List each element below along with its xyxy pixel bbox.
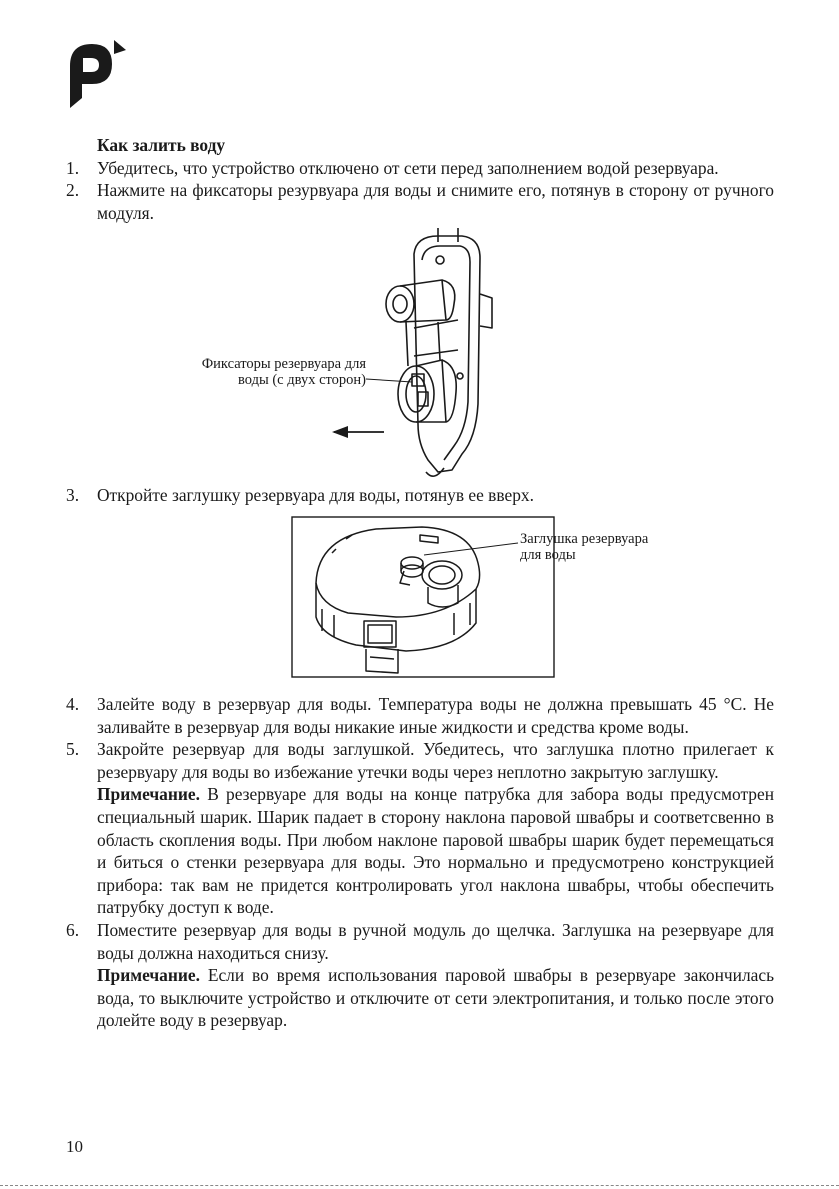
cap-label-line1: Заглушка резервуара xyxy=(520,530,649,547)
page-bottom-rule xyxy=(0,1185,839,1186)
latch-label xyxy=(184,356,366,388)
handheld-module-illustration xyxy=(66,224,774,480)
figure-tank-cap xyxy=(66,513,774,681)
step-number: 6. xyxy=(66,919,80,940)
brand-logo xyxy=(66,36,130,112)
note-label: Примечание. xyxy=(97,784,200,805)
note-label: Примечание. xyxy=(97,965,200,986)
step-text: Нажмите на фиксаторы резурвуара для воды и снимите его, потянув в сторону от ручного модуля. xyxy=(97,180,774,223)
step-text: Закройте резервуар для воды заглушкой. Убедитесь, что заглушка плотно прилегает к резервуару для воды во избежание утечки воды через неплотно закрытую заглушку. xyxy=(97,739,774,782)
note-text: Если во время использования паровой швабры в резервуаре закончилась вода, то выключите устройство и отключите от сети электропитания, и только после этого долейте воду в резервуар. xyxy=(97,965,774,1031)
step-number: 4. xyxy=(66,693,80,714)
step-6 xyxy=(66,919,774,964)
water-tank-illustration xyxy=(66,513,774,681)
step-number: 3. xyxy=(66,485,80,506)
step-1 xyxy=(66,157,774,180)
instructions xyxy=(66,134,774,1032)
latch-label-line2: воды (с двух сторон) xyxy=(238,372,366,389)
cap-label xyxy=(520,531,648,563)
step-5 xyxy=(66,738,774,783)
note-ball xyxy=(66,783,774,919)
step-text: Поместите резервуар для воды в ручной модуль до щелчка. Заглушка на резервуаре для воды должна находиться снизу. xyxy=(97,919,774,963)
step-4 xyxy=(66,693,774,738)
step-text: Залейте воду в резервуар для воды. Температура воды не должна превышать 45 °С. Не заливайте в резервуар для воды никакие иные жидкости и средства кроме воды. xyxy=(97,693,774,737)
section-heading: Как залить воду xyxy=(97,135,226,155)
figure-remove-tank xyxy=(66,224,774,480)
page-number: 10 xyxy=(66,1137,83,1156)
step-number: 1. xyxy=(66,157,80,178)
note-refill xyxy=(66,964,774,1032)
latch-label-line1: Фиксаторы резервуара для xyxy=(201,356,366,373)
cap-label-line2: для воды xyxy=(520,546,576,563)
step-number: 5. xyxy=(66,739,80,760)
step-text: Откройте заглушку резервуара для воды, потянув ее вверх. xyxy=(97,485,534,506)
step-3 xyxy=(66,484,774,507)
step-2 xyxy=(66,179,774,224)
step-number: 2. xyxy=(66,180,80,201)
note-text: В резервуаре для воды на конце патрубка для забора воды предусмотрен специальный шарик. Шарик падает в сторону наклона паровой швабры и соответсвенно в область скопления воды. При любом наклоне паровой швабры шарик будет перемещаться и биться о стенки резервуара для воды. Это нормально и предусмотрено конструкцией прибора: так вам не придется контролировать угол наклона швабры, чтобы обеспечить патрубку доступ к воде. xyxy=(97,784,774,918)
step-text: Убедитесь, что устройство отключено от сети перед заполнением водой резервуара. xyxy=(97,157,719,178)
